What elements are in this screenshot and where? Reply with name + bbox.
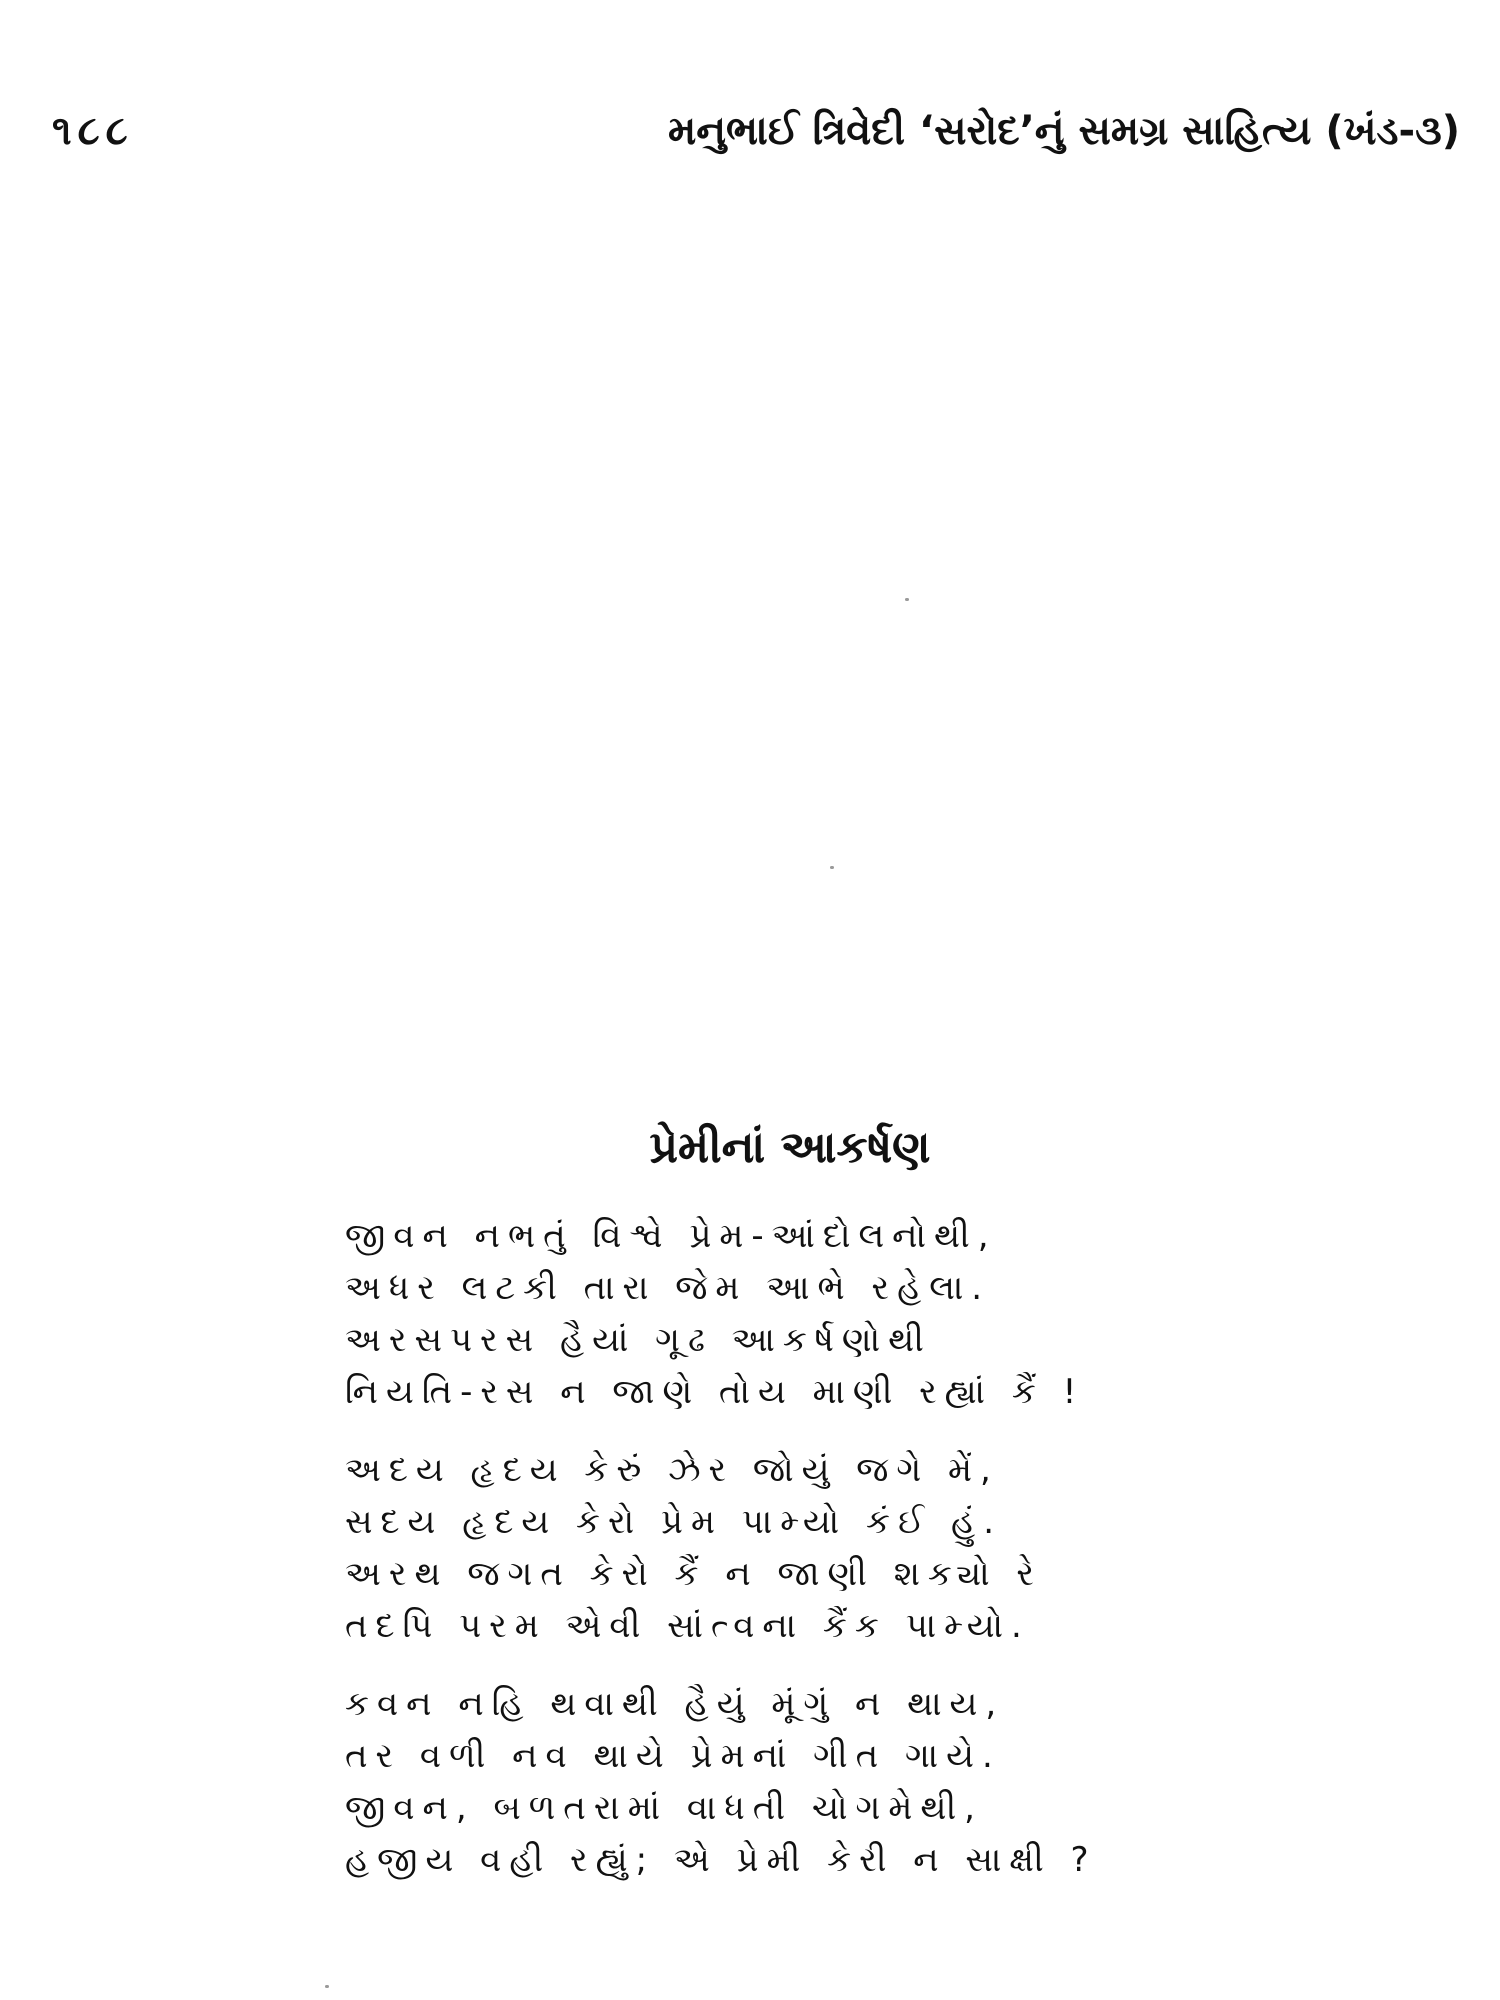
poem-line: તર વળી નવ થાયે પ્રેમનાં ગીત ગાયે. [345,1736,1001,1776]
speck-2 [830,866,834,869]
poem-line: સદય હૃદય કેરો પ્રેમ પામ્યો કંઈ હું. [345,1502,1003,1542]
stanza [345,1210,1185,1418]
speck-1 [905,598,909,601]
poem-line: જીવન નભતું વિશ્વે પ્રેમ-આંદોલનોથી, [345,1216,997,1256]
poem-line: તદપિ પરમ એવી સાંત્વના કૈંક પામ્યો. [345,1606,1030,1646]
poem-line: જીવન, બળતરામાં વાધતી ચોગમેથી, [345,1788,983,1828]
poem-line: નિયતિ-રસ ન જાણે તોય માણી રહ્યાં કૈં ! [345,1372,1085,1412]
poem-line: હજીય વહી રહ્યું; એ પ્રેમી કેરી ન સાક્ષી ? [345,1840,1097,1880]
poem-line: અરસપરસ હૈયાં ગૂઢ આકર્ષણોથી [345,1320,932,1360]
poem-line: અધર લટકી તારા જેમ આભે રહેલા. [345,1268,991,1308]
stanza [345,1678,1185,1886]
poem-line: અરથ જગત કેરો કૈં ન જાણી શક્યો રે [345,1554,1042,1594]
stanza [345,1444,1185,1652]
poem-body [345,1210,1185,1912]
running-header: મનુભાઈ ત્રિવેદી ‘સરોદ’નું સમગ્ર સાહિત્ય (ખંડ-૩) [668,108,1460,154]
page-number: ૧૮૮ [52,108,134,154]
poem-line: અદય હૃદય કેરું ઝેર જોયું જગે મેં, [345,1450,999,1490]
poem-title: પ્રેમીનાં આકર્ષણ [649,1122,931,1173]
poem-line: કવન નહિ થવાથી હૈયું મૂંગું ન થાય, [345,1684,1005,1724]
speck-3 [325,1985,329,1988]
